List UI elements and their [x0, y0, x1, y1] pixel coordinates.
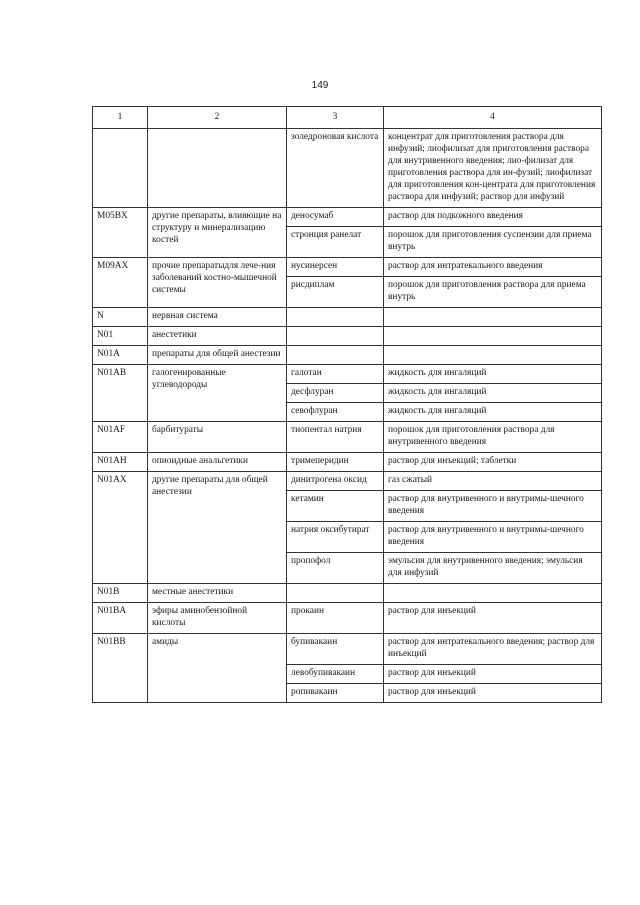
- atc-code-cell: N01BB: [93, 634, 148, 703]
- drug-cell: деносумаб: [287, 208, 384, 227]
- drug-cell: [287, 346, 384, 365]
- group-cell: местные анестетики: [148, 584, 287, 603]
- page-number: 149: [311, 80, 329, 91]
- drug-cell: золедроновая кислота: [287, 129, 384, 208]
- atc-code-cell: N01AX: [93, 472, 148, 584]
- drug-cell: [287, 327, 384, 346]
- table-row: [93, 472, 602, 491]
- table-row: [93, 453, 602, 472]
- table-row: [93, 584, 602, 603]
- table-row: [93, 308, 602, 327]
- atc-code-cell: N01BA: [93, 603, 148, 634]
- atc-code-cell: N01AB: [93, 365, 148, 422]
- header-row: [93, 107, 602, 129]
- form-cell: раствор для инъекций: [384, 603, 602, 634]
- drug-cell: [287, 308, 384, 327]
- drug-cell: [287, 584, 384, 603]
- table-row: [93, 258, 602, 277]
- table-body: [93, 129, 602, 703]
- column-header-2: 2: [148, 107, 287, 129]
- form-cell: жидкость для ингаляций: [384, 384, 602, 403]
- form-cell: порошок для приготовления раствора для приема внутрь: [384, 277, 602, 308]
- form-cell: порошок для приготовления суспензии для приема внутрь: [384, 227, 602, 258]
- form-cell: раствор для инъекций: [384, 665, 602, 684]
- form-cell: жидкость для ингаляций: [384, 403, 602, 422]
- form-cell: раствор для интратекального введения; раствор для инъекций: [384, 634, 602, 665]
- form-cell: концентрат для приготовления раствора для инфузий; лиофилизат для приготовления раствора для внутривенного введения; лио-филизат для приготовления раствора для ин-фузий; лиофилизат для приготовления кон-центрата для приготовления раствора для инфузий; раствор для инфузий: [384, 129, 602, 208]
- group-cell: препараты для общей анестезии: [148, 346, 287, 365]
- form-cell: раствор для инъекций; таблетки: [384, 453, 602, 472]
- form-cell: раствор для интратекального введения: [384, 258, 602, 277]
- column-header-3: 3: [287, 107, 384, 129]
- drug-cell: тиопентал натрия: [287, 422, 384, 453]
- drug-cell: галотан: [287, 365, 384, 384]
- form-cell: жидкость для ингаляций: [384, 365, 602, 384]
- form-cell: раствор для внутривенного и внутримы-шечного введения: [384, 522, 602, 553]
- drug-cell: рисдиплам: [287, 277, 384, 308]
- table-row: [93, 365, 602, 384]
- atc-code-cell: M05BX: [93, 208, 148, 258]
- table-header: [93, 107, 602, 129]
- group-cell: нервная система: [148, 308, 287, 327]
- group-cell: анестетики: [148, 327, 287, 346]
- form-cell: раствор для подкожного введения: [384, 208, 602, 227]
- atc-code-cell: N01B: [93, 584, 148, 603]
- atc-code-cell: N01AH: [93, 453, 148, 472]
- atc-code-cell: N01AF: [93, 422, 148, 453]
- group-cell: галогенированные углеводороды: [148, 365, 287, 422]
- drug-cell: севофлуран: [287, 403, 384, 422]
- group-cell: другие препараты для общей анестезии: [148, 472, 287, 584]
- group-cell: другие препараты, влияющие на структуру и минерализацию костей: [148, 208, 287, 258]
- drug-cell: бупивакаин: [287, 634, 384, 665]
- form-cell: [384, 308, 602, 327]
- drug-cell: нусинерсен: [287, 258, 384, 277]
- group-cell: эфиры аминобензойной кислоты: [148, 603, 287, 634]
- drug-cell: левобупивакаин: [287, 665, 384, 684]
- group-cell: амиды: [148, 634, 287, 703]
- form-cell: эмульсия для внутривенного введения; эмульсия для инфузий: [384, 553, 602, 584]
- drug-cell: тримеперидин: [287, 453, 384, 472]
- form-cell: газ сжатый: [384, 472, 602, 491]
- form-cell: раствор для инъекций: [384, 684, 602, 703]
- atc-code-cell: [93, 129, 148, 208]
- column-header-1: 1: [93, 107, 148, 129]
- form-cell: [384, 584, 602, 603]
- form-cell: раствор для внутривенного и внутримы-шечного введения: [384, 491, 602, 522]
- form-cell: [384, 327, 602, 346]
- table-row: [93, 603, 602, 634]
- drug-cell: стронция ранелат: [287, 227, 384, 258]
- drug-cell: прокаин: [287, 603, 384, 634]
- column-header-4: 4: [384, 107, 602, 129]
- atc-code-cell: N01: [93, 327, 148, 346]
- atc-code-cell: M09AX: [93, 258, 148, 308]
- group-cell: опиоидные анальгетики: [148, 453, 287, 472]
- drug-cell: натрия оксибутират: [287, 522, 384, 553]
- atc-code-cell: N01A: [93, 346, 148, 365]
- drug-cell: кетамин: [287, 491, 384, 522]
- group-cell: барбитураты: [148, 422, 287, 453]
- group-cell: [148, 129, 287, 208]
- table-row: [93, 327, 602, 346]
- drug-cell: десфлуран: [287, 384, 384, 403]
- table-row: [93, 129, 602, 208]
- drug-cell: динитрогена оксид: [287, 472, 384, 491]
- form-cell: порошок для приготовления раствора для внутривенного введения: [384, 422, 602, 453]
- table-row: [93, 208, 602, 227]
- drug-table: [92, 106, 602, 703]
- form-cell: [384, 346, 602, 365]
- drug-cell: пропофол: [287, 553, 384, 584]
- group-cell: прочие препаратыдля лече-ния заболеваний костно-мышечной системы: [148, 258, 287, 308]
- atc-code-cell: N: [93, 308, 148, 327]
- table-row: [93, 346, 602, 365]
- drug-cell: ропивакаин: [287, 684, 384, 703]
- table-row: [93, 422, 602, 453]
- table-row: [93, 634, 602, 665]
